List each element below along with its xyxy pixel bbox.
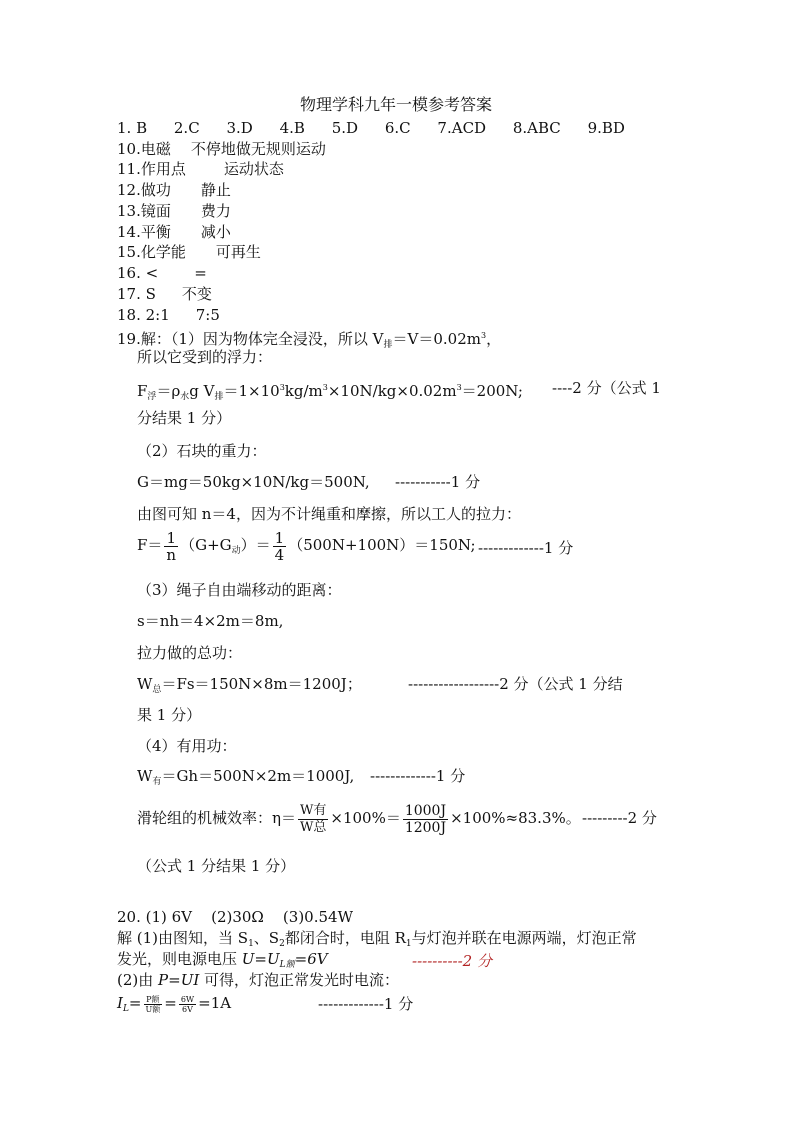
q20-text: =6V [294,950,328,968]
answer-q12-a: 12.做功 [117,181,171,199]
q19-text: ＝Fs＝150N×8m＝1200J； [161,675,362,693]
fraction [179,995,196,1014]
score-note: ----------2 分 [412,952,492,970]
answer-q14-b: 减小 [200,223,231,241]
subscript: L [122,1004,129,1014]
q19-text: ， [486,330,502,348]
q20-text: (2)由 [117,971,159,989]
answer-q13-b: 费力 [200,202,231,220]
score-note: 分结果 1 分） [137,409,232,427]
q20-answers: 20. (1) 6V (2)30Ω (3)0.54W [117,908,353,926]
answer-q7: 7.ACD [437,119,487,137]
numerator: 1 [274,528,285,547]
q19-total-work-formula [137,674,362,700]
answer-q13 [117,201,231,221]
subscript: 有 [152,777,162,787]
q19-text: ）＝ [240,536,271,554]
q19-useful-work-formula [137,766,354,792]
answer-q16 [117,263,207,283]
answer-q18-a: 18. 2:1 [117,306,170,324]
q19-efficiency-formula [137,800,581,836]
answer-q6: 6.C [384,119,411,137]
answer-q17 [117,284,212,304]
q19-text: 19.解：（1）因为物体完全浸没，所以 V [117,330,384,348]
q19-part2-heading: （2）石块的重力： [137,442,267,460]
fraction [403,803,448,836]
q19-text: ×100%≈83.3%。 [450,809,581,827]
q20-text: 都闭合时，电阻 R [284,929,406,947]
answer-q8: 8.ABC [512,119,561,137]
subscript: 排 [214,392,224,402]
score-note: ---------2 分 [582,809,657,827]
q19-text: ＝V＝0.02m [392,330,481,348]
q20-text: U=U [241,950,280,968]
subscript: 排 [383,340,393,350]
page-title: 物理学科九年一模参考答案 [300,95,493,114]
q19-buoyancy-formula [137,378,523,407]
q19-text: （G+G [180,536,232,554]
subscript: 水 [180,392,190,402]
q19-text: ＝1×10 [223,382,280,400]
superscript: 3 [322,383,328,392]
answer-q16-b: = [194,264,207,282]
q19-line2: 所以它受到的浮力： [137,348,273,366]
q20-text: =1A [198,994,232,1012]
denominator: 4 [274,545,285,564]
superscript: 3 [456,383,462,392]
q19-text: 滑轮组的机械效率：η＝ [137,809,296,827]
q20-current-formula [117,990,231,1022]
score-note: ----2 分（公式 1 [552,379,661,397]
denominator: W总 [300,819,327,835]
score-note: -------------1 分 [478,539,574,557]
denominator: U额 [145,1004,161,1014]
answer-q3: 3.D [226,119,253,137]
q19-distance-formula: s＝nh＝4×2m＝8m, [137,612,284,630]
score-note: 果 1 分） [137,706,202,724]
numerator: 1 [164,530,178,547]
answer-q5: 5.D [331,119,359,137]
answer-q2: 2.C [173,119,200,137]
fraction [298,803,328,836]
q20-text: 与灯泡并联在电源两端，灯泡正常 [411,929,637,947]
answer-q14-a: 14.平衡 [117,223,171,241]
answer-q17-b: 不变 [181,285,212,303]
mc-answers-row [117,118,625,138]
superscript: 3 [279,383,285,392]
answer-q15 [117,242,261,262]
q19-text: 拉力做的总功： [137,644,243,662]
subscript: 浮 [147,392,157,402]
q20-text: I [117,994,123,1012]
q20-text: 、S [253,929,280,947]
answer-q10 [117,139,326,159]
denominator: 1200J [404,819,447,836]
score-note: -------------1 分 [318,995,414,1013]
q19-text: ＝ρ [156,382,181,400]
fraction [164,530,178,563]
score-note: ------------------2 分（公式 1 分结 [408,675,623,693]
q19-text: ＝200N; [461,382,523,400]
subscript: 动 [231,546,241,556]
q20-text: = [164,994,177,1012]
answer-q15-a: 15.化学能 [117,243,186,261]
q20-text: 可得，灯泡正常发光时电流： [199,971,400,989]
answer-q12 [117,180,231,200]
answer-q11 [117,159,284,179]
q19-text: F [137,382,148,400]
subscript: 1 [405,939,412,949]
subscript: L额 [279,960,295,970]
numerator: 6W [180,994,195,1004]
q19-text: g V [189,382,215,400]
q20-text: 发光，则电源电压 [117,950,242,968]
denominator: 6V [182,1004,193,1014]
answer-q10-b: 不停地做无规则运动 [190,140,326,158]
answer-q1: 1. B [117,119,148,137]
answer-q9: 9.BD [587,119,625,137]
q19-text: 由图可知 n＝4，因为不计绳重和摩擦，所以工人的拉力： [137,505,521,523]
q20-text: 解 (1)由图知，当 S [117,929,249,947]
q19-text: ×100%＝ [330,809,401,827]
numerator: W有 [300,802,327,818]
score-note: （公式 1 分结果 1 分） [137,857,296,875]
subscript: 1 [248,939,254,949]
answer-q18-b: 7:5 [195,306,220,324]
answer-q15-b: 可再生 [215,243,261,261]
subscript: 总 [152,685,162,695]
numerator: P额 [144,995,163,1005]
q19-part4-heading: （4）有用功： [137,737,237,755]
subscript: 2 [279,939,285,949]
answer-q11-b: 运动状态 [223,160,284,178]
answer-q17-a: 17. S [117,285,156,303]
score-note: -------------1 分 [370,767,466,785]
answer-q18 [117,305,220,325]
q20-text: = [128,994,142,1012]
answer-q16-a: 16. < [117,264,159,282]
q19-pull-formula [137,528,476,568]
q19-part3-heading: （3）绳子自由端移动的距离： [137,581,342,599]
q20-line4 [117,970,399,990]
numerator: 1000J [404,802,447,819]
q19-gravity-formula: G＝mg＝50kg×10N/kg＝500N, [137,473,370,491]
answer-q13-a: 13.镜面 [117,202,171,220]
answer-q12-b: 静止 [200,181,231,199]
q19-text: F＝ [137,536,163,554]
q19-text: kg/m [284,382,323,400]
q19-text: W [137,675,153,693]
answer-q4: 4.B [279,119,305,137]
q19-text: W [137,767,153,785]
denominator: n [166,545,177,564]
answer-q11-a: 11.作用点 [117,160,186,178]
score-note: -----------1 分 [395,473,481,491]
superscript: 3 [481,331,487,340]
fraction [273,530,287,563]
q19-text: ＝Gh＝500N×2m＝1000J, [161,767,355,785]
q19-text: ×10N/kg×0.02m [327,382,457,400]
fraction [144,995,163,1014]
answer-q10-a: 10.电磁 [117,140,171,158]
q20-text: P=UI [158,971,200,989]
q19-text: （500N+100N）＝150N; [288,536,476,554]
answer-q14 [117,222,231,242]
